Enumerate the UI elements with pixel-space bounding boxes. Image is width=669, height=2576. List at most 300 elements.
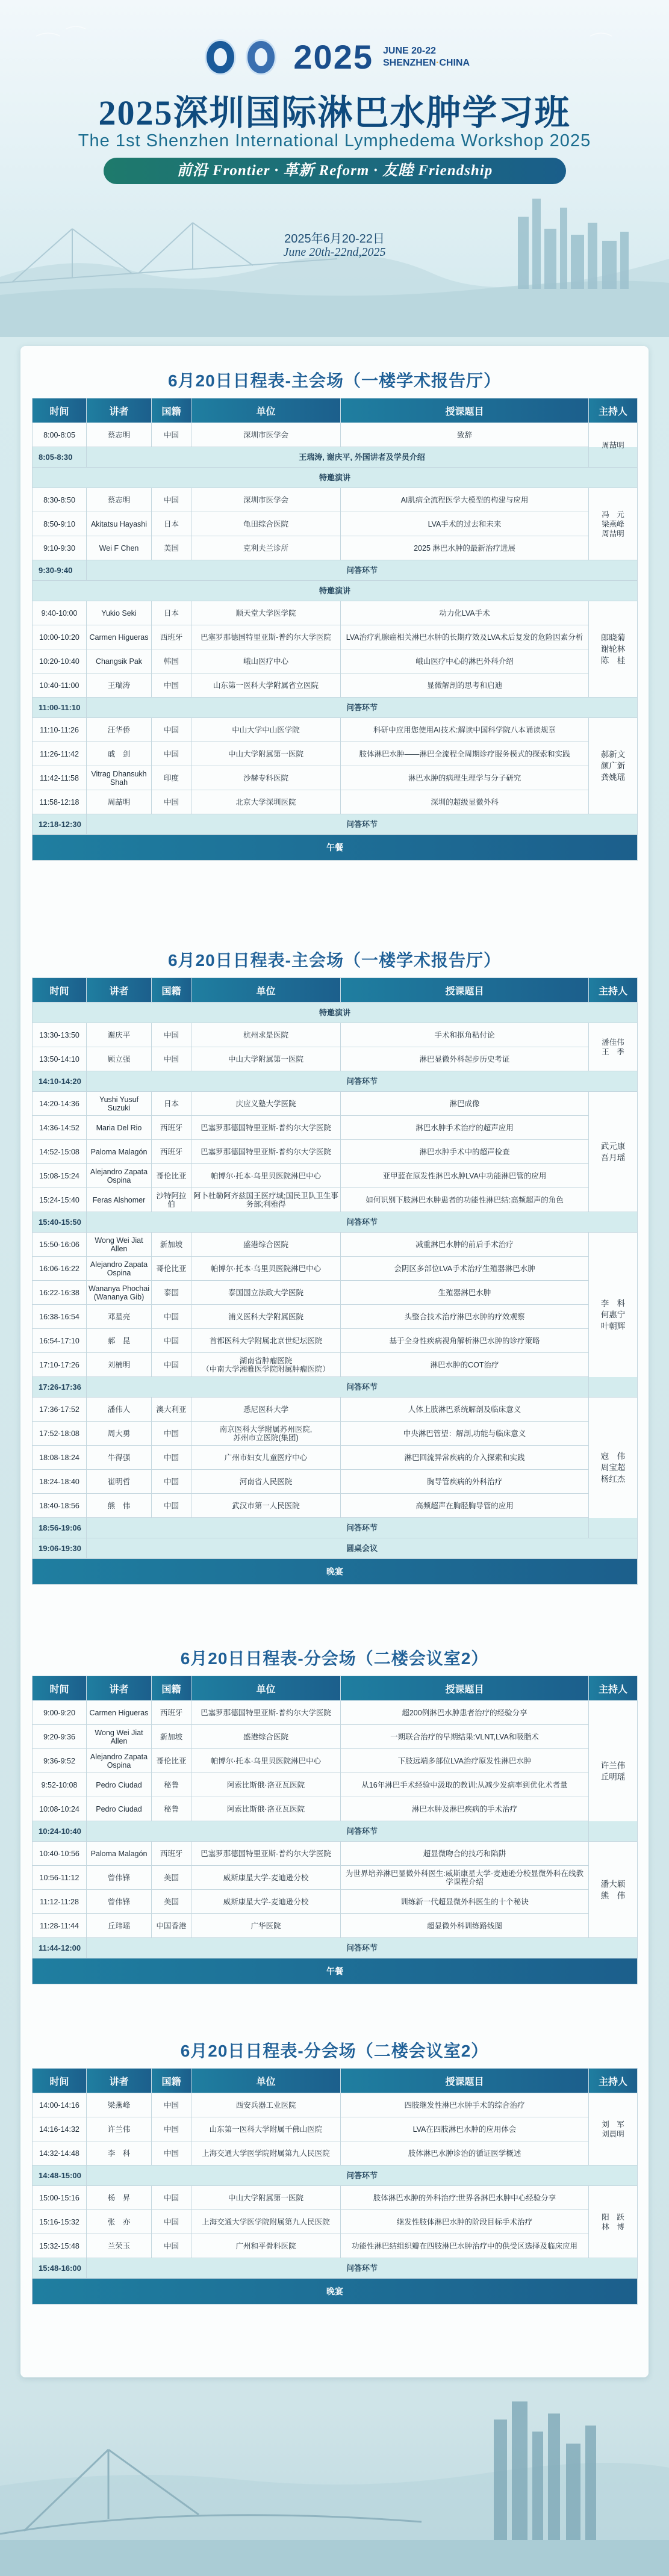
table-row	[33, 1257, 638, 1281]
topic-cell: 胸导管疾病的外科治疗	[341, 1470, 589, 1494]
section-title: 6月20日日程表-分会场（二楼会议室2）	[180, 1649, 489, 1668]
session-break-row	[33, 1938, 638, 1958]
footer-bridge-skyline-illustration	[0, 2395, 669, 2576]
country-cell: 中国	[152, 423, 191, 447]
time-cell: 9:00-9:20	[33, 1701, 87, 1725]
time-cell: 17:52-18:08	[33, 1422, 87, 1446]
speaker-cell: 崔明哲	[87, 1470, 152, 1494]
speaker-cell: Pedro Ciudad	[87, 1773, 152, 1797]
speaker-cell: 邓星亮	[87, 1305, 152, 1329]
time-cell: 11:12-11:28	[33, 1890, 87, 1914]
institution-cell: 巴塞罗那德国特里亚斯-普约尔大学医院	[191, 1701, 341, 1725]
institution-cell: 首都医科大学附属北京世纪坛医院	[191, 1329, 341, 1353]
topic-cell: 为世界培养淋巴显微外科医生:威斯康星大学-麦迪逊分校显微外科在线教学课程介绍	[341, 1866, 589, 1890]
institution-cell: 湖南省肿瘤医院 （中南大学湘雅医学院附属肿瘤医院）	[191, 1353, 341, 1377]
time-cell: 13:50-14:10	[33, 1047, 87, 1071]
topic-cell: 超显微外科训练路线图	[341, 1914, 589, 1938]
country-cell: 中国	[152, 2186, 191, 2210]
session-break-row	[33, 698, 638, 718]
schedule-table	[32, 2068, 638, 2305]
table-header-row	[33, 398, 638, 423]
speaker-cell: Wong Wei Jiat Allen	[87, 1233, 152, 1257]
speaker-cell: 蔡志明	[87, 423, 152, 447]
column-header: 主持人	[589, 398, 638, 423]
event-date-cn: 2025年6月20-22日	[284, 232, 385, 246]
topic-cell: 致辞	[341, 423, 589, 447]
column-header: 时间	[33, 978, 87, 1003]
topic-cell: 训练新一代超显微外科医生的十个秘诀	[341, 1890, 589, 1914]
table-row	[33, 2141, 638, 2166]
schedule-section	[32, 2034, 637, 2305]
topic-cell: 生殖器淋巴水肿	[341, 1281, 589, 1305]
topic-cell: 减重淋巴水肿的前后手术治疗	[341, 1233, 589, 1257]
topic-cell: 亚甲蓝在原发性淋巴水肿LVA中功能淋巴管的应用	[341, 1164, 589, 1188]
country-cell: 哥伦比亚	[152, 1749, 191, 1773]
country-cell: 中国	[152, 790, 191, 814]
table-row	[33, 601, 638, 625]
table-row	[33, 1164, 638, 1188]
table-row	[33, 1842, 638, 1866]
time-cell: 9:52-10:08	[33, 1773, 87, 1797]
speaker-cell: 周喆明	[87, 790, 152, 814]
speaker-cell: 许兰伟	[87, 2117, 152, 2141]
moderator-cell: 寇 伟 周宝超 杨红杰	[589, 1398, 638, 1538]
topic-cell: 肢体淋巴水肿诊治的循证医学概述	[341, 2141, 589, 2166]
column-header: 讲者	[87, 398, 152, 423]
session-break-row	[33, 1518, 638, 1538]
session-label: 问答环节	[87, 814, 638, 835]
speaker-cell: 杨 昇	[87, 2186, 152, 2210]
topic-cell: 超200例淋巴水肿患者治疗的经验分享	[341, 1701, 589, 1725]
country-cell: 新加坡	[152, 1233, 191, 1257]
institution-cell: 上海交通大学医学院附属第九人民医院	[191, 2141, 341, 2166]
time-cell: 14:36-14:52	[33, 1116, 87, 1140]
meal-row	[33, 835, 638, 861]
time-cell: 15:40-15:50	[33, 1212, 87, 1233]
time-cell: 8:05-8:30	[33, 447, 87, 468]
time-cell: 16:54-17:10	[33, 1329, 87, 1353]
table-row	[33, 1047, 638, 1071]
institution-cell: 巴塞罗那德国特里亚斯-普约尔大学医院	[191, 625, 341, 649]
topic-cell: 淋巴显微外科起步历史考证	[341, 1047, 589, 1071]
schedule-table	[32, 398, 638, 861]
country-cell: 中国香港	[152, 1914, 191, 1938]
country-cell: 中国	[152, 1305, 191, 1329]
speaker-cell: Paloma Malagón	[87, 1140, 152, 1164]
column-header: 主持人	[589, 1676, 638, 1701]
institution-cell: 中山大学附属第一医院	[191, 1047, 341, 1071]
country-cell: 哥伦比亚	[152, 1164, 191, 1188]
topic-cell: 2025 淋巴水肿的最新治疗进展	[341, 536, 589, 560]
time-cell: 15:16-15:32	[33, 2210, 87, 2234]
time-cell: 14:16-14:32	[33, 2117, 87, 2141]
topic-cell: 功能性淋巴结组织瓣在四肢淋巴水肿治疗中的供受区选择及临床应用	[341, 2234, 589, 2258]
institution-cell: 深圳市医学会	[191, 488, 341, 512]
time-cell: 10:40-11:00	[33, 673, 87, 698]
session-label: 问答环节	[87, 560, 638, 581]
column-header: 单位	[191, 978, 341, 1003]
session-break-row	[33, 1821, 638, 1842]
time-cell: 9:36-9:52	[33, 1749, 87, 1773]
session-heading: 特邀演讲	[33, 581, 638, 601]
topic-cell: 下肢远端多部位LVA治疗原发性淋巴水肿	[341, 1749, 589, 1773]
table-row	[33, 1329, 638, 1353]
table-row	[33, 1233, 638, 1257]
institution-cell: 中山大学附属第一医院	[191, 2186, 341, 2210]
country-cell: 西班牙	[152, 1842, 191, 1866]
country-cell: 西班牙	[152, 1140, 191, 1164]
moderator-cell: 郝新文 颜广新 龚姚瑶	[589, 718, 638, 814]
session-label: 问答环节	[87, 1377, 638, 1398]
session-label: 问答环节	[87, 1071, 638, 1092]
topic-cell: 一期联合治疗的早期结果:VLNT,LVA和吸脂术	[341, 1725, 589, 1749]
time-cell: 18:56-19:06	[33, 1518, 87, 1538]
time-cell: 19:06-19:30	[33, 1538, 87, 1559]
session-label: 问答环节	[87, 2166, 638, 2186]
country-cell: 美国	[152, 536, 191, 560]
speaker-cell: Wei F Chen	[87, 536, 152, 560]
session-heading: 特邀演讲	[33, 1003, 638, 1023]
column-header: 单位	[191, 2069, 341, 2093]
time-cell: 10:24-10:40	[33, 1821, 87, 1842]
institution-cell: 山东第一医科大学附属千佛山医院	[191, 2117, 341, 2141]
time-cell: 11:10-11:26	[33, 718, 87, 742]
schedule-section	[32, 1642, 637, 1984]
hospital-logo-icon	[246, 39, 277, 75]
table-row	[33, 536, 638, 560]
time-cell: 8:30-8:50	[33, 488, 87, 512]
table-row	[33, 1866, 638, 1890]
session-break-row	[33, 814, 638, 835]
country-cell: 中国	[152, 2141, 191, 2166]
page-header	[0, 0, 669, 337]
topic-cell: 淋巴水肿的COT治疗	[341, 1353, 589, 1377]
speaker-cell: 张 亦	[87, 2210, 152, 2234]
table-row	[33, 1494, 638, 1518]
institution-cell: 阿索比斯俄·洛亚瓦医院	[191, 1797, 341, 1821]
table-row	[33, 1797, 638, 1821]
institution-cell: 龟田综合医院	[191, 512, 341, 536]
moderator-cell: 武元康 吾月瑶	[589, 1092, 638, 1212]
institution-cell: 广州和平骨科医院	[191, 2234, 341, 2258]
column-header: 授课题目	[341, 1676, 589, 1701]
time-cell: 15:50-16:06	[33, 1233, 87, 1257]
speaker-cell: 李 科	[87, 2141, 152, 2166]
section-title: 6月20日日程表-主会场（一楼学术报告厅）	[167, 951, 502, 970]
time-cell: 10:40-10:56	[33, 1842, 87, 1866]
table-row	[33, 2210, 638, 2234]
table-row	[33, 1023, 638, 1047]
topic-cell: 人体上肢淋巴系统解剖及临床意义	[341, 1398, 589, 1422]
time-cell: 12:18-12:30	[33, 814, 87, 835]
session-break-row	[33, 2166, 638, 2186]
country-cell: 中国	[152, 2234, 191, 2258]
session-label: 问答环节	[87, 1821, 638, 1842]
column-header: 授课题目	[341, 2069, 589, 2093]
speaker-cell: 谢庆平	[87, 1023, 152, 1047]
session-label: 问答环节	[87, 1938, 638, 1958]
time-cell: 11:44-12:00	[33, 1938, 87, 1958]
meal-row	[33, 2279, 638, 2305]
column-header: 国籍	[152, 398, 191, 423]
institution-cell: 帕博尔·托本·乌里贝医院淋巴中心	[191, 1257, 341, 1281]
institution-cell: 威斯康星大学-麦迪逊分校	[191, 1890, 341, 1914]
moderator-cell: 阳 跃 林 博	[589, 2186, 638, 2258]
time-cell: 11:42-11:58	[33, 766, 87, 790]
country-cell: 中国	[152, 1329, 191, 1353]
logo-group	[205, 36, 470, 78]
moderator-cell: 周喆明	[589, 423, 638, 468]
topic-cell: 淋巴水肿的病理生理学与分子研究	[341, 766, 589, 790]
topic-cell: 中央淋巴管望：解剖,功能与临床意义	[341, 1422, 589, 1446]
meal-row	[33, 1559, 638, 1585]
session-heading: 特邀演讲	[33, 468, 638, 488]
column-header: 国籍	[152, 2069, 191, 2093]
country-cell: 中国	[152, 2093, 191, 2117]
speaker-cell: 梁燕峰	[87, 2093, 152, 2117]
table-row	[33, 2186, 638, 2210]
meal-label: 晚宴	[33, 1559, 638, 1585]
topic-cell: 如何识别下肢淋巴水肿患者的功能性淋巴结:高频超声的角色	[341, 1188, 589, 1212]
topic-cell: 高频超声在胸胫胸导管的应用	[341, 1494, 589, 1518]
time-cell: 16:22-16:38	[33, 1281, 87, 1305]
time-cell: 15:08-15:24	[33, 1164, 87, 1188]
table-row	[33, 1749, 638, 1773]
institution-cell: 中山大学中山医学院	[191, 718, 341, 742]
table-row	[33, 649, 638, 673]
speaker-cell: Alejandro Zapata Ospina	[87, 1164, 152, 1188]
time-cell: 9:10-9:30	[33, 536, 87, 560]
table-row	[33, 1422, 638, 1446]
session-heading-row	[33, 1003, 638, 1023]
table-row	[33, 1398, 638, 1422]
country-cell: 中国	[152, 1494, 191, 1518]
country-cell: 日本	[152, 601, 191, 625]
time-cell: 11:28-11:44	[33, 1914, 87, 1938]
time-cell: 11:26-11:42	[33, 742, 87, 766]
moderator-cell: 刘 军 刘晨明	[589, 2093, 638, 2166]
institution-cell: 深圳市医学会	[191, 423, 341, 447]
institution-cell: 南京医科大学附属苏州医院, 苏州市立医院(集团)	[191, 1422, 341, 1446]
topic-cell: 淋巴成像	[341, 1092, 589, 1116]
country-cell: 中国	[152, 1047, 191, 1071]
schedule-section	[32, 364, 637, 861]
country-cell: 中国	[152, 1422, 191, 1446]
topic-cell: 从16年淋巴手术经验中汲取的教训:从减少发病率到优化术者量	[341, 1773, 589, 1797]
column-header: 讲者	[87, 978, 152, 1003]
topic-cell: 动力化LVA手术	[341, 601, 589, 625]
meal-label: 晚宴	[33, 2279, 638, 2305]
time-cell: 11:00-11:10	[33, 698, 87, 718]
institution-cell: 盛港综合医院	[191, 1233, 341, 1257]
speaker-cell: 王瑞涛	[87, 673, 152, 698]
speaker-cell: Akitatsu Hayashi	[87, 512, 152, 536]
session-break-row	[33, 1212, 638, 1233]
speaker-cell: 周大勇	[87, 1422, 152, 1446]
page-title: 2025深圳国际淋巴水肿学习班	[98, 93, 571, 132]
event-date-en: June 20th-22nd,2025	[283, 246, 386, 259]
table-row	[33, 1701, 638, 1725]
time-cell: 17:36-17:52	[33, 1398, 87, 1422]
topic-cell: 显微解剖的思考和启迪	[341, 673, 589, 698]
speaker-cell: Vitrag Dhansukh Shah	[87, 766, 152, 790]
table-row	[33, 1725, 638, 1749]
table-row	[33, 1188, 638, 1212]
column-header: 主持人	[589, 978, 638, 1003]
institution-cell: 帕博尔·托本·乌里贝医院淋巴中心	[191, 1749, 341, 1773]
time-cell: 9:30-9:40	[33, 560, 87, 581]
table-row	[33, 1305, 638, 1329]
table-row	[33, 1116, 638, 1140]
topic-cell: 会阴区多部位LVA手术治疗生殖器淋巴水肿	[341, 1257, 589, 1281]
column-header: 时间	[33, 398, 87, 423]
table-row	[33, 1446, 638, 1470]
country-cell: 新加坡	[152, 1725, 191, 1749]
speaker-cell: Changsik Pak	[87, 649, 152, 673]
session-break-row	[33, 447, 638, 468]
session-label: 王瑞涛, 谢庆平, 外国讲者及学员介绍	[87, 447, 638, 468]
session-break-row	[33, 2258, 638, 2279]
society-logo-icon	[205, 39, 236, 75]
time-cell: 8:50-9:10	[33, 512, 87, 536]
column-header: 讲者	[87, 1676, 152, 1701]
topic-cell: LVA手术的过去和未来	[341, 512, 589, 536]
session-break-row	[33, 1071, 638, 1092]
moderator-cell: 李 科 何惠宁 叶朝辉	[589, 1233, 638, 1398]
column-header: 主持人	[589, 2069, 638, 2093]
topic-cell: 淋巴水肿及淋巴疾病的手术治疗	[341, 1797, 589, 1821]
country-cell: 澳大利亚	[152, 1398, 191, 1422]
topic-cell: 继发性肢体淋巴水肿的阶段目标手术治疗	[341, 2210, 589, 2234]
table-row	[33, 790, 638, 814]
institution-cell: 悉尼医科大学	[191, 1398, 341, 1422]
table-row	[33, 1914, 638, 1938]
time-cell: 18:08-18:24	[33, 1446, 87, 1470]
institution-cell: 威斯康星大学-麦迪逊分校	[191, 1866, 341, 1890]
country-cell: 日本	[152, 1092, 191, 1116]
time-cell: 15:48-16:00	[33, 2258, 87, 2279]
table-row	[33, 1470, 638, 1494]
time-cell: 14:52-15:08	[33, 1140, 87, 1164]
topic-cell: 基于全身性疾病视角解析淋巴水肿的诊疗策略	[341, 1329, 589, 1353]
speaker-cell: Alejandro Zapata Ospina	[87, 1257, 152, 1281]
time-cell: 14:10-14:20	[33, 1071, 87, 1092]
time-cell: 8:00-8:05	[33, 423, 87, 447]
time-cell: 18:24-18:40	[33, 1470, 87, 1494]
time-cell: 9:20-9:36	[33, 1725, 87, 1749]
speaker-cell: 牛得强	[87, 1446, 152, 1470]
country-cell: 哥伦比亚	[152, 1257, 191, 1281]
column-header: 授课题目	[341, 978, 589, 1003]
institution-cell: 中山大学附属第一医院	[191, 742, 341, 766]
country-cell: 中国	[152, 488, 191, 512]
session-heading-row	[33, 468, 638, 488]
speaker-cell: 蔡志明	[87, 488, 152, 512]
table-row	[33, 423, 638, 447]
institution-cell: 浦义医科大学附属医院	[191, 1305, 341, 1329]
time-cell: 10:20-10:40	[33, 649, 87, 673]
institution-cell: 克利夫兰诊所	[191, 536, 341, 560]
session-break-row	[33, 560, 638, 581]
institution-cell: 巴塞罗那德国特里亚斯-普约尔大学医院	[191, 1116, 341, 1140]
table-row	[33, 1140, 638, 1164]
country-cell: 中国	[152, 742, 191, 766]
time-cell: 14:00-14:16	[33, 2093, 87, 2117]
table-row	[33, 512, 638, 536]
column-header: 国籍	[152, 978, 191, 1003]
table-row	[33, 1353, 638, 1377]
time-cell: 11:58-12:18	[33, 790, 87, 814]
time-cell: 14:20-14:36	[33, 1092, 87, 1116]
topic-cell: 超显微吻合的技巧和陷阱	[341, 1842, 589, 1866]
session-break-row	[33, 1538, 638, 1559]
time-cell: 17:26-17:36	[33, 1377, 87, 1398]
country-cell: 泰国	[152, 1281, 191, 1305]
country-cell: 中国	[152, 2117, 191, 2141]
session-label: 圆桌会议	[87, 1538, 638, 1559]
time-cell: 18:40-18:56	[33, 1494, 87, 1518]
speaker-cell: Maria Del Rio	[87, 1116, 152, 1140]
table-row	[33, 625, 638, 649]
event-logo-text: JUNE 20-22 SHENZHEN·CHINA	[382, 46, 470, 68]
speaker-cell: Yukio Seki	[87, 601, 152, 625]
speaker-cell: Alejandro Zapata Ospina	[87, 1749, 152, 1773]
institution-cell: 广华医院	[191, 1914, 341, 1938]
topic-cell: 头整合技术治疗淋巴水肿的疗效观察	[341, 1305, 589, 1329]
time-cell: 9:40-10:00	[33, 601, 87, 625]
schedule-section	[32, 944, 637, 1585]
time-cell: 15:00-15:16	[33, 2186, 87, 2210]
table-row	[33, 766, 638, 790]
session-label: 问答环节	[87, 2258, 638, 2279]
topic-cell: 肢体淋巴水肿的外科治疗:世界各淋巴水肿中心经验分享	[341, 2186, 589, 2210]
meal-row	[33, 1958, 638, 1984]
moderator-cell: 潘大颖 熊 伟	[589, 1842, 638, 1938]
schedule-table	[32, 1676, 638, 1984]
table-row	[33, 488, 638, 512]
topic-cell: AI肌病全流程医学大模型的构建与应用	[341, 488, 589, 512]
speaker-cell: Yushi Yusuf Suzuki	[87, 1092, 152, 1116]
speaker-cell: Wong Wei Jiat Allen	[87, 1725, 152, 1749]
institution-cell: 北京大学深圳医院	[191, 790, 341, 814]
country-cell: 中国	[152, 1353, 191, 1377]
moderator-cell: 许兰伟 丘明瑶	[589, 1701, 638, 1842]
column-header: 国籍	[152, 1676, 191, 1701]
table-row	[33, 1773, 638, 1797]
table-row	[33, 1890, 638, 1914]
topic-cell: 淋巴水肿手术治疗的超声应用	[341, 1116, 589, 1140]
topic-cell: 淋巴水肿手术中的超声检查	[341, 1140, 589, 1164]
table-header-row	[33, 2069, 638, 2093]
topic-cell: 手术和抠角粘付论	[341, 1023, 589, 1047]
column-header: 授课题目	[341, 398, 589, 423]
institution-cell: 峨山医疗中心	[191, 649, 341, 673]
column-header: 时间	[33, 2069, 87, 2093]
table-row	[33, 673, 638, 698]
country-cell: 西班牙	[152, 1701, 191, 1725]
topic-cell: 肢体淋巴水肿——淋巴全流程全周期诊疗服务模式的探索和实践	[341, 742, 589, 766]
speaker-cell: 兰荣玉	[87, 2234, 152, 2258]
table-header-row	[33, 1676, 638, 1701]
institution-cell: 帕博尔·托本·乌里贝医院淋巴中心	[191, 1164, 341, 1188]
table-row	[33, 718, 638, 742]
table-row	[33, 2093, 638, 2117]
time-cell: 14:32-14:48	[33, 2141, 87, 2166]
session-label: 问答环节	[87, 1212, 638, 1233]
table-row	[33, 2117, 638, 2141]
country-cell: 韩国	[152, 649, 191, 673]
time-cell: 17:10-17:26	[33, 1353, 87, 1377]
